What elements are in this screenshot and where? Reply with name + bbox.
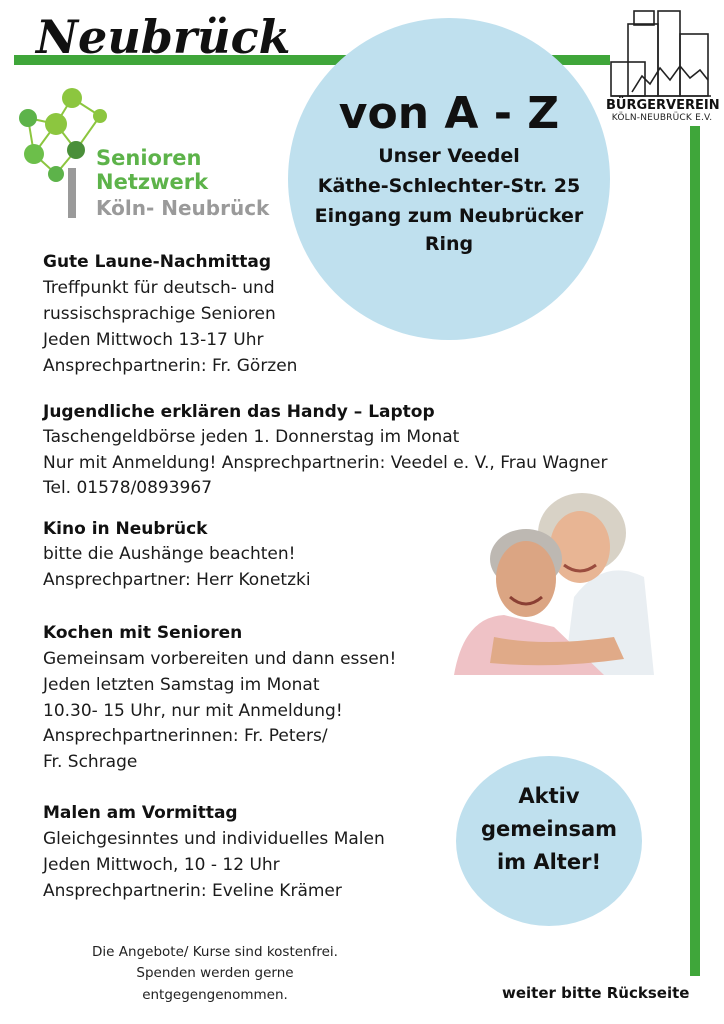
section-line: Nur mit Anmeldung! Ansprechpartnerin: Veedel e. V., Frau Wagner bbox=[43, 453, 608, 473]
section-title-gute-laune: Gute Laune-Nachmittag bbox=[43, 252, 272, 272]
buergerverein-logo-icon bbox=[608, 6, 714, 98]
section-line: 10.30- 15 Uhr, nur mit Anmeldung! bbox=[43, 701, 343, 721]
senioren-netzwerk-line-1: Senioren bbox=[96, 146, 202, 170]
header-line-entrance: Eingang zum Neubrücker bbox=[314, 205, 584, 227]
see-back-note: weiter bitte Rückseite bbox=[502, 984, 690, 1002]
section-line: bitte die Aushänge beachten! bbox=[43, 544, 296, 564]
aktiv-line-3: im Alter! bbox=[496, 850, 602, 874]
section-line: Ansprechpartnerin: Eveline Krämer bbox=[43, 881, 342, 901]
footer-line-3: entgegengenommen. bbox=[142, 987, 288, 1003]
aktiv-line-1: Aktiv bbox=[518, 784, 580, 808]
section-line: Treffpunkt für deutsch- und bbox=[43, 278, 275, 298]
section-line: Ansprechpartnerinnen: Fr. Peters/ bbox=[43, 726, 328, 746]
page-title: von A - Z bbox=[338, 88, 560, 139]
section-line: Gleichgesinntes und individuelles Malen bbox=[43, 829, 385, 849]
section-line: Jeden Mittwoch 13-17 Uhr bbox=[43, 330, 264, 350]
section-line: Ansprechpartnerin: Fr. Görzen bbox=[43, 356, 298, 376]
brand-title: Neubrück bbox=[36, 10, 291, 64]
section-line: Ansprechpartner: Herr Konetzki bbox=[43, 570, 311, 590]
footer-line-2: Spenden werden gerne bbox=[136, 965, 294, 981]
header-line-veedel: Unser Veedel bbox=[378, 145, 520, 167]
right-green-line bbox=[690, 126, 700, 976]
section-line: Tel. 01578/0893967 bbox=[43, 478, 213, 498]
footer-line-1: Die Angebote/ Kurse sind kostenfrei. bbox=[92, 944, 338, 960]
header-line-ring: Ring bbox=[424, 233, 474, 255]
section-title-malen: Malen am Vormittag bbox=[43, 803, 238, 823]
aktiv-line-2: gemeinsam bbox=[480, 817, 618, 841]
buergerverein-sub: KÖLN-NEUBRÜCK E.V. bbox=[611, 113, 713, 123]
senioren-netzwerk-line-2: Netzwerk bbox=[96, 170, 209, 194]
section-title-handy: Jugendliche erklären das Handy – Laptop bbox=[43, 402, 435, 422]
section-title-kino: Kino in Neubrück bbox=[43, 519, 208, 539]
header-line-address: Käthe-Schlechter-Str. 25 bbox=[317, 175, 581, 197]
section-line: Jeden Mittwoch, 10 - 12 Uhr bbox=[43, 855, 280, 875]
section-line: Jeden letzten Samstag im Monat bbox=[43, 675, 320, 695]
section-line: russischsprachige Senioren bbox=[43, 304, 276, 324]
section-line: Fr. Schrage bbox=[43, 752, 138, 772]
section-title-kochen: Kochen mit Senioren bbox=[43, 623, 243, 643]
section-line: Gemeinsam vorbereiten und dann essen! bbox=[43, 649, 397, 669]
senioren-netzwerk-line-3: Köln- Neubrück bbox=[96, 196, 270, 220]
aktiv-circle bbox=[456, 756, 642, 926]
seniors-photo bbox=[454, 487, 654, 675]
section-line: Taschengeldbörse jeden 1. Donnerstag im Monat bbox=[43, 427, 460, 447]
buergerverein-name: BÜRGERVEREIN bbox=[606, 98, 720, 113]
